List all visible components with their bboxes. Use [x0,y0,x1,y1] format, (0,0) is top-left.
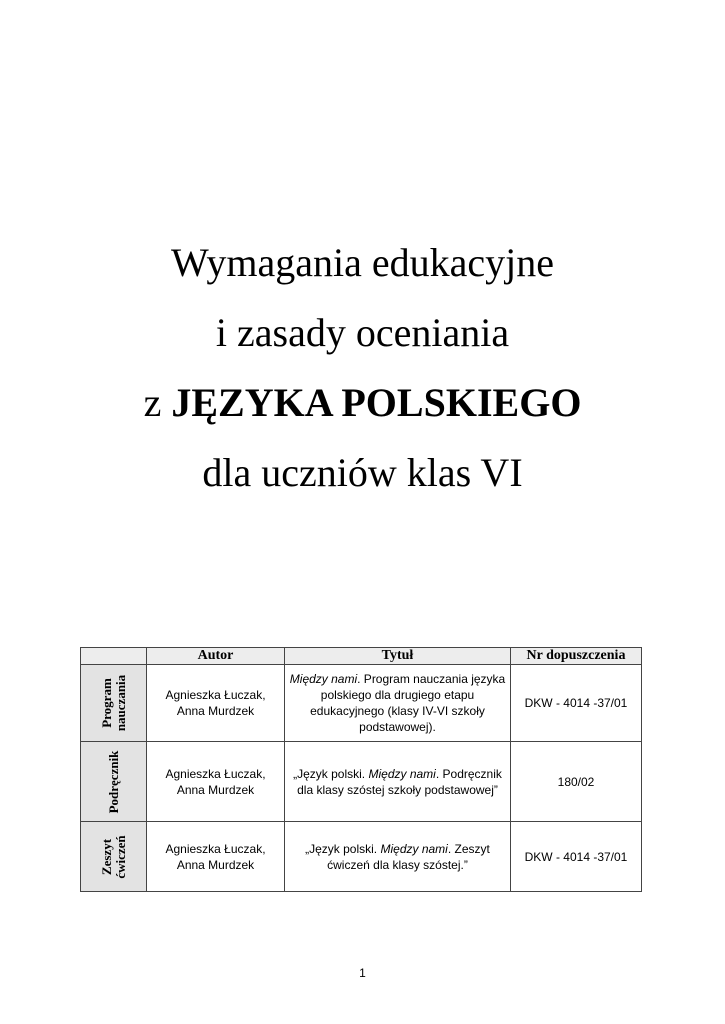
author-line: Agnieszka Łuczak, [165,766,266,781]
row-label-cell [81,742,147,822]
table-row-program [81,665,642,742]
title-line-3-prefix: z [143,380,172,425]
author-line: Agnieszka Łuczak, [165,841,266,856]
title-line-1: Wymagania edukacyjne [171,240,554,285]
table-row-workbook [81,822,642,892]
title-line-2: i zasady oceniania [215,310,510,355]
title-cell [285,822,511,892]
author-line: Anna Murdzek [176,782,255,797]
approval-number-cell: DKW - 4014 -37/01 [511,665,642,742]
table-row-textbook [81,742,642,822]
header-corner-cell [81,648,147,665]
header-title: Tytuł [285,648,511,665]
title-italic: Między nami [289,672,358,686]
subject-name: JĘZYKA POLSKIEGO [171,380,582,425]
author-cell [147,665,285,742]
row-label-textbook: Podręcznik [105,750,121,813]
row-label-line: Program [98,678,114,728]
header-approval-number: Nr dopuszczenia [511,648,642,665]
row-label-line: ćwiczeń [112,834,128,879]
document-title [0,228,725,508]
table-header-row [81,648,642,665]
title-text: . Zeszyt ćwiczeń dla klasy szóstej.” [327,841,490,872]
title-text-prefix: „Język polski. [305,841,381,856]
title-line-3 [0,368,725,438]
title-line-4: dla uczniów klas VI [202,450,523,495]
title-italic: Między nami [368,766,436,781]
header-author: Autor [147,648,285,665]
title-text: . Program nauczania języka polskiego dla drugiego etapu edukacyjnego (klasy IV-VI szkoły podstawowej). [310,672,506,734]
title-italic: Między nami [380,841,448,856]
title-text-prefix: „Język polski. [293,766,369,781]
approval-number-cell: DKW - 4014 -37/01 [511,822,642,892]
author-cell [147,742,285,822]
author-line: Anna Murdzek [176,857,255,872]
row-label-line: Zeszyt [98,838,114,875]
row-label-cell [81,665,147,742]
row-label-program [100,675,128,731]
title-cell [285,665,511,742]
title-text: . Podręcznik dla klasy szóstej szkoły podstawowej” [297,766,502,797]
row-label-line: nauczania [112,674,128,732]
author-cell [147,822,285,892]
page-number: 1 [359,966,366,980]
row-label-cell [81,822,147,892]
program-info-table [80,647,642,892]
approval-number-cell: 180/02 [511,742,642,822]
author-line: Anna Murdzek [176,704,255,718]
author-line: Agnieszka Łuczak, [165,688,266,702]
title-cell [285,742,511,822]
row-label-workbook [100,835,128,878]
